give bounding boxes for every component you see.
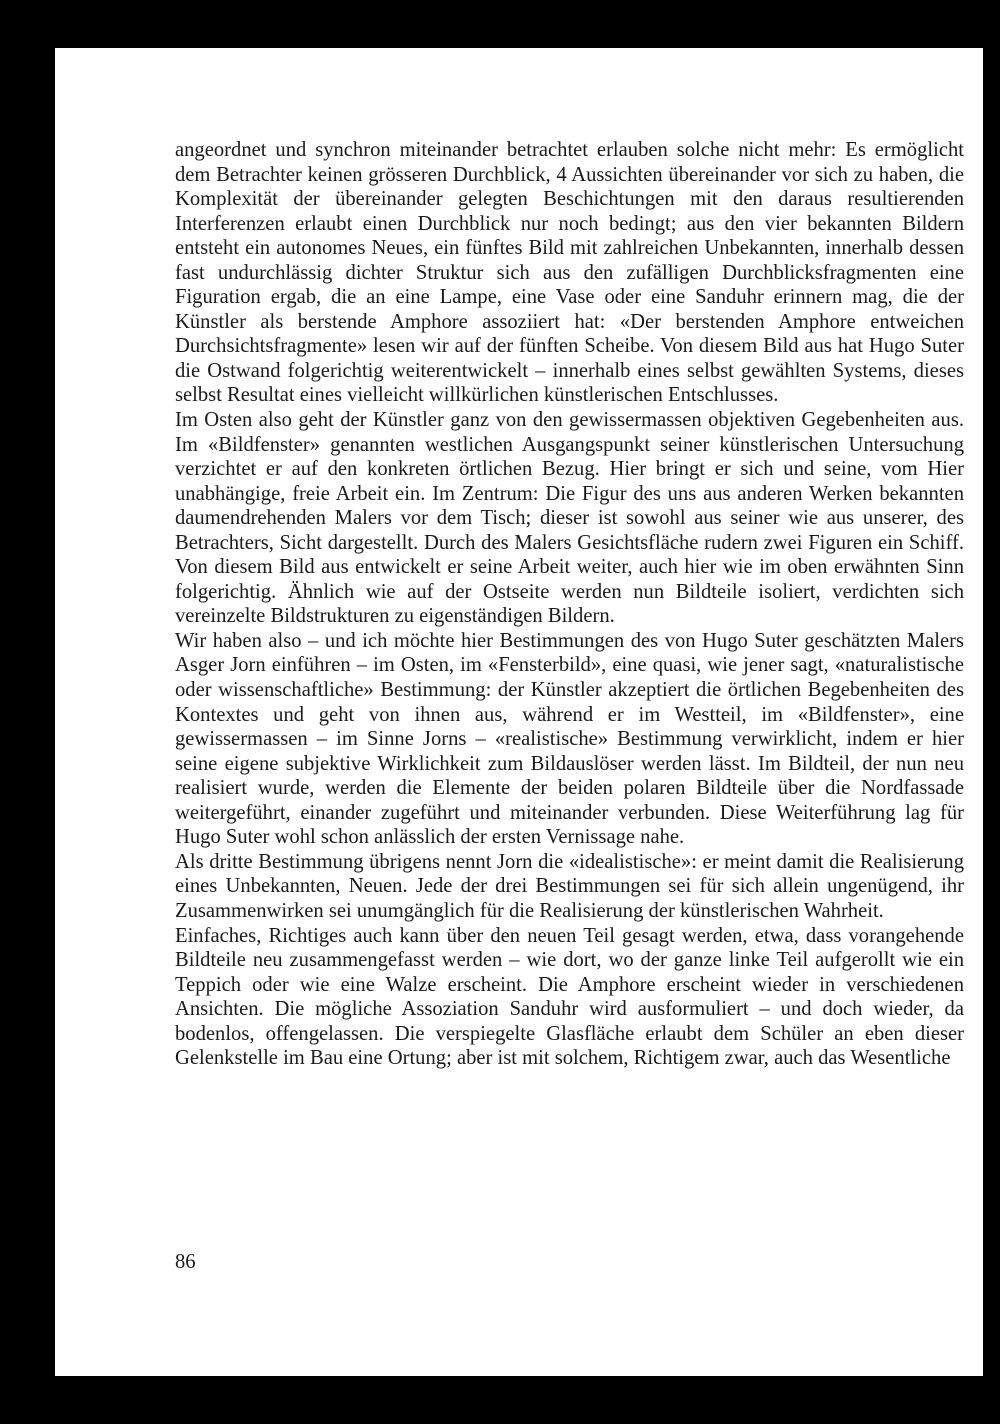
paragraph-5: Einfaches, Richtiges auch kann über den neuen Teil gesagt werden, etwa, dass vorangehende Bildteile neu zusammengefasst werden – wie dort, wo der ganze linke Teil aufgerollt wie ein Teppich oder wie eine Walze erscheint. Die Amphore erscheint wieder in verschiedenen Ansichten. Die mögliche Assoziation Sanduhr wird ausformuliert – und doch wieder, da bodenlos, offengelassen. Die verspiegelte Glasfläche erlaubt dem Schüler an eben dieser Gelenkstelle im Bau eine Ortung; aber ist mit solchem, Richtigem zwar, auch das Wesentliche xyxy=(175,924,964,1070)
body-text xyxy=(175,138,964,1071)
page-number: 86 xyxy=(175,1251,196,1273)
paragraph-3: Wir haben also – und ich möchte hier Bestimmungen des von Hugo Suter geschätzten Malers Asger Jorn einführen – im Osten, im «Fensterbild», eine quasi, wie jener sagt, «naturalistische oder wissenschaftliche» Bestimmung: der Künstler akzeptiert die örtlichen Begebenheiten des Kontextes und geht von ihnen aus, während er im Westteil, im «Bildfenster», eine gewissermassen – im Sinne Jorns – «realistische» Bestimmung verwirklicht, indem er hier seine eigene subjektive Wirklichkeit zum Bildauslöser werden lässt. Im Bildteil, der nun neu realisiert wurde, werden die Elemente der beiden polaren Bildteile über die Nordfassade weitergeführt, einander zugeführt und miteinander verbunden. Diese Weiterführung lag für Hugo Suter wohl schon anlässlich der ersten Vernissage nahe. xyxy=(175,629,964,849)
paragraph-4: Als dritte Bestimmung übrigens nennt Jorn die «idealistische»: er meint damit die Realisierung eines Unbekannten, Neuen. Jede der drei Bestimmungen sei für sich allein ungenügend, ihr Zusammenwirken sei unumgänglich für die Realisierung der künstlerischen Wahrheit. xyxy=(175,850,964,922)
paragraph-2: Im Osten also geht der Künstler ganz von den gewissermassen objektiven Gegebenheiten aus. Im «Bildfenster» genannten westlichen Ausgangspunkt seiner künstlerischen Untersuchung verzichtet er auf den konkreten örtlichen Bezug. Hier bringt er sich und seine, vom Hier unabhängige, freie Arbeit ein. Im Zentrum: Die Figur des uns aus anderen Werken bekannten daumendrehenden Malers vor dem Tisch; dieser ist sowohl aus seiner wie aus unserer, des Betrachters, Sicht dargestellt. Durch des Malers Gesichtsfläche rudern zwei Figuren ein Schiff. Von diesem Bild aus entwickelt er seine Arbeit weiter, auch hier wie im oben erwähnten Sinn folgerichtig. Ähnlich wie auf der Ostseite werden nun Bildteile isoliert, verdichten sich vereinzelte Bildstrukturen zu eigenständigen Bildern. xyxy=(175,409,964,628)
page-sheet xyxy=(55,48,983,1376)
paragraph-1: angeordnet und synchron miteinander betrachtet erlauben solche nicht mehr: Es ermöglicht dem Betrachter keinen grösseren Durchblick, 4 Aussichten übereinander vor sich zu haben, die Komplexität der übereinander gelegten Beschichtungen mit den daraus resultierenden Interferenzen erlaubt einen Durchblick nur noch bedingt; aus den vier bekannten Bildern entsteht ein autonomes Neues, ein fünftes Bild mit zahlreichen Unbekannten, innerhalb dessen fast undurchlässig dichter Struktur sich aus den zufälligen Durchblicksfragmenten eine Figuration ergab, die an eine Lampe, eine Vase oder eine Sanduhr erinnern mag, die der Künstler als berstende Amphore assoziiert hat: «Der berstenden Amphore entweichen Durchsichtsfragmente» lesen wir auf der fünften Scheibe. Von diesem Bild aus hat Hugo Suter die Ostwand folgerichtig weiterentwickelt – innerhalb eines selbst gewählten Systems, dieses selbst Resultat eines vielleicht willkürlichen künstlerischen Entschlusses. xyxy=(175,139,964,407)
